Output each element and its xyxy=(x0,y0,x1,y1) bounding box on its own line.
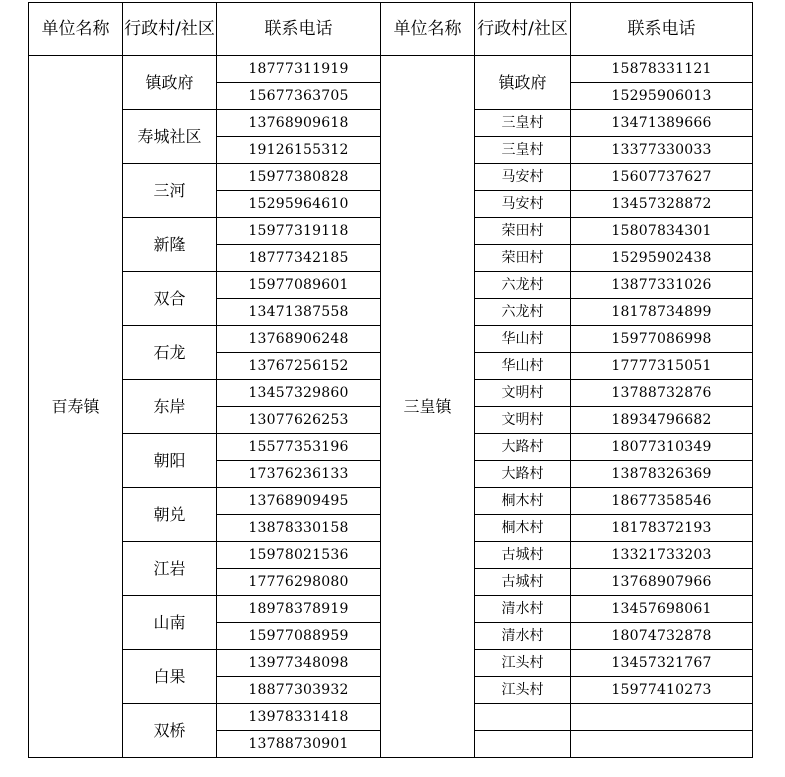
phone-number-right: 18178734899 xyxy=(571,299,753,326)
phone-number-right: 13457698061 xyxy=(571,596,753,623)
phone-number-right xyxy=(571,731,753,758)
phone-number-left: 15295964610 xyxy=(217,191,381,218)
phone-number-right: 18077310349 xyxy=(571,434,753,461)
village-name-left: 双桥 xyxy=(123,704,217,758)
village-name-left: 双合 xyxy=(123,272,217,326)
header-village-right: 行政村/社区 xyxy=(475,3,571,56)
village-name-right: 三皇村 xyxy=(475,137,571,164)
table-row xyxy=(29,56,753,83)
phone-number-right: 13457321767 xyxy=(571,650,753,677)
village-name-right: 江头村 xyxy=(475,677,571,704)
phone-number-right: 13768907966 xyxy=(571,569,753,596)
header-unit-left: 单位名称 xyxy=(29,3,123,56)
phone-number-left: 13788730901 xyxy=(217,731,381,758)
phone-number-right: 17777315051 xyxy=(571,353,753,380)
phone-number-left: 15977380828 xyxy=(217,164,381,191)
village-name-right: 马安村 xyxy=(475,164,571,191)
village-name-left: 镇政府 xyxy=(123,56,217,110)
village-name-right: 文明村 xyxy=(475,380,571,407)
phone-number-right: 18934796682 xyxy=(571,407,753,434)
phone-number-left: 17376236133 xyxy=(217,461,381,488)
phone-number-right xyxy=(571,704,753,731)
phone-number-right: 15295906013 xyxy=(571,83,753,110)
phone-number-right: 15807834301 xyxy=(571,218,753,245)
village-name-right: 六龙村 xyxy=(475,299,571,326)
phone-number-left: 18877303932 xyxy=(217,677,381,704)
phone-number-left: 13768909618 xyxy=(217,110,381,137)
village-name-right: 镇政府 xyxy=(475,56,571,110)
village-name-right: 古城村 xyxy=(475,569,571,596)
village-name-right: 古城村 xyxy=(475,542,571,569)
village-name-left: 东岸 xyxy=(123,380,217,434)
village-name-right: 华山村 xyxy=(475,353,571,380)
village-name-right: 荣田村 xyxy=(475,218,571,245)
phone-number-right: 13878326369 xyxy=(571,461,753,488)
phone-number-left: 15977319118 xyxy=(217,218,381,245)
village-name-right: 文明村 xyxy=(475,407,571,434)
village-name-right: 江头村 xyxy=(475,650,571,677)
village-name-left: 新隆 xyxy=(123,218,217,272)
village-name-left: 山南 xyxy=(123,596,217,650)
table-body xyxy=(29,56,753,758)
village-name-left: 朝兑 xyxy=(123,488,217,542)
phone-number-right: 18074732878 xyxy=(571,623,753,650)
phone-number-right: 18178372193 xyxy=(571,515,753,542)
phone-number-right: 15295902438 xyxy=(571,245,753,272)
contact-table xyxy=(28,2,753,758)
village-name-right: 华山村 xyxy=(475,326,571,353)
phone-number-right: 13471389666 xyxy=(571,110,753,137)
phone-number-left: 13768906248 xyxy=(217,326,381,353)
phone-number-left: 19126155312 xyxy=(217,137,381,164)
phone-number-left: 13767256152 xyxy=(217,353,381,380)
phone-number-left: 13878330158 xyxy=(217,515,381,542)
phone-number-left: 15577353196 xyxy=(217,434,381,461)
village-name-left: 三河 xyxy=(123,164,217,218)
header-unit-right: 单位名称 xyxy=(381,3,475,56)
phone-number-left: 13978331418 xyxy=(217,704,381,731)
village-name-left: 石龙 xyxy=(123,326,217,380)
header-phone-right: 联系电话 xyxy=(571,3,753,56)
phone-number-left: 13077626253 xyxy=(217,407,381,434)
village-name-left: 白果 xyxy=(123,650,217,704)
phone-number-right: 13321733203 xyxy=(571,542,753,569)
village-name-left: 朝阳 xyxy=(123,434,217,488)
phone-number-left: 15977089601 xyxy=(217,272,381,299)
unit-name-left: 百寿镇 xyxy=(29,56,123,758)
phone-number-left: 13457329860 xyxy=(217,380,381,407)
village-name-right: 六龙村 xyxy=(475,272,571,299)
phone-number-right: 18677358546 xyxy=(571,488,753,515)
phone-number-left: 15677363705 xyxy=(217,83,381,110)
village-name-right xyxy=(475,704,571,731)
phone-number-right: 13457328872 xyxy=(571,191,753,218)
phone-number-right: 15977086998 xyxy=(571,326,753,353)
phone-number-right: 15607737627 xyxy=(571,164,753,191)
village-name-left: 寿城社区 xyxy=(123,110,217,164)
village-name-left: 江岩 xyxy=(123,542,217,596)
phone-number-right: 15977410273 xyxy=(571,677,753,704)
phone-number-left: 18978378919 xyxy=(217,596,381,623)
village-name-right: 桐木村 xyxy=(475,488,571,515)
village-name-right: 桐木村 xyxy=(475,515,571,542)
header-row xyxy=(29,3,753,56)
phone-number-right: 13377330033 xyxy=(571,137,753,164)
village-name-right: 清水村 xyxy=(475,596,571,623)
header-village-left: 行政村/社区 xyxy=(123,3,217,56)
phone-number-left: 15978021536 xyxy=(217,542,381,569)
village-name-right: 马安村 xyxy=(475,191,571,218)
phone-number-right: 13788732876 xyxy=(571,380,753,407)
village-name-right xyxy=(475,731,571,758)
phone-number-left: 18777342185 xyxy=(217,245,381,272)
phone-number-left: 15977088959 xyxy=(217,623,381,650)
phone-number-left: 13768909495 xyxy=(217,488,381,515)
village-name-right: 清水村 xyxy=(475,623,571,650)
phone-number-left: 18777311919 xyxy=(217,56,381,83)
village-name-right: 大路村 xyxy=(475,461,571,488)
village-name-right: 三皇村 xyxy=(475,110,571,137)
phone-number-right: 15878331121 xyxy=(571,56,753,83)
phone-number-right: 13877331026 xyxy=(571,272,753,299)
unit-name-right: 三皇镇 xyxy=(381,56,475,758)
phone-number-left: 17776298080 xyxy=(217,569,381,596)
phone-number-left: 13977348098 xyxy=(217,650,381,677)
phone-number-left: 13471387558 xyxy=(217,299,381,326)
village-name-right: 荣田村 xyxy=(475,245,571,272)
village-name-right: 大路村 xyxy=(475,434,571,461)
header-phone-left: 联系电话 xyxy=(217,3,381,56)
